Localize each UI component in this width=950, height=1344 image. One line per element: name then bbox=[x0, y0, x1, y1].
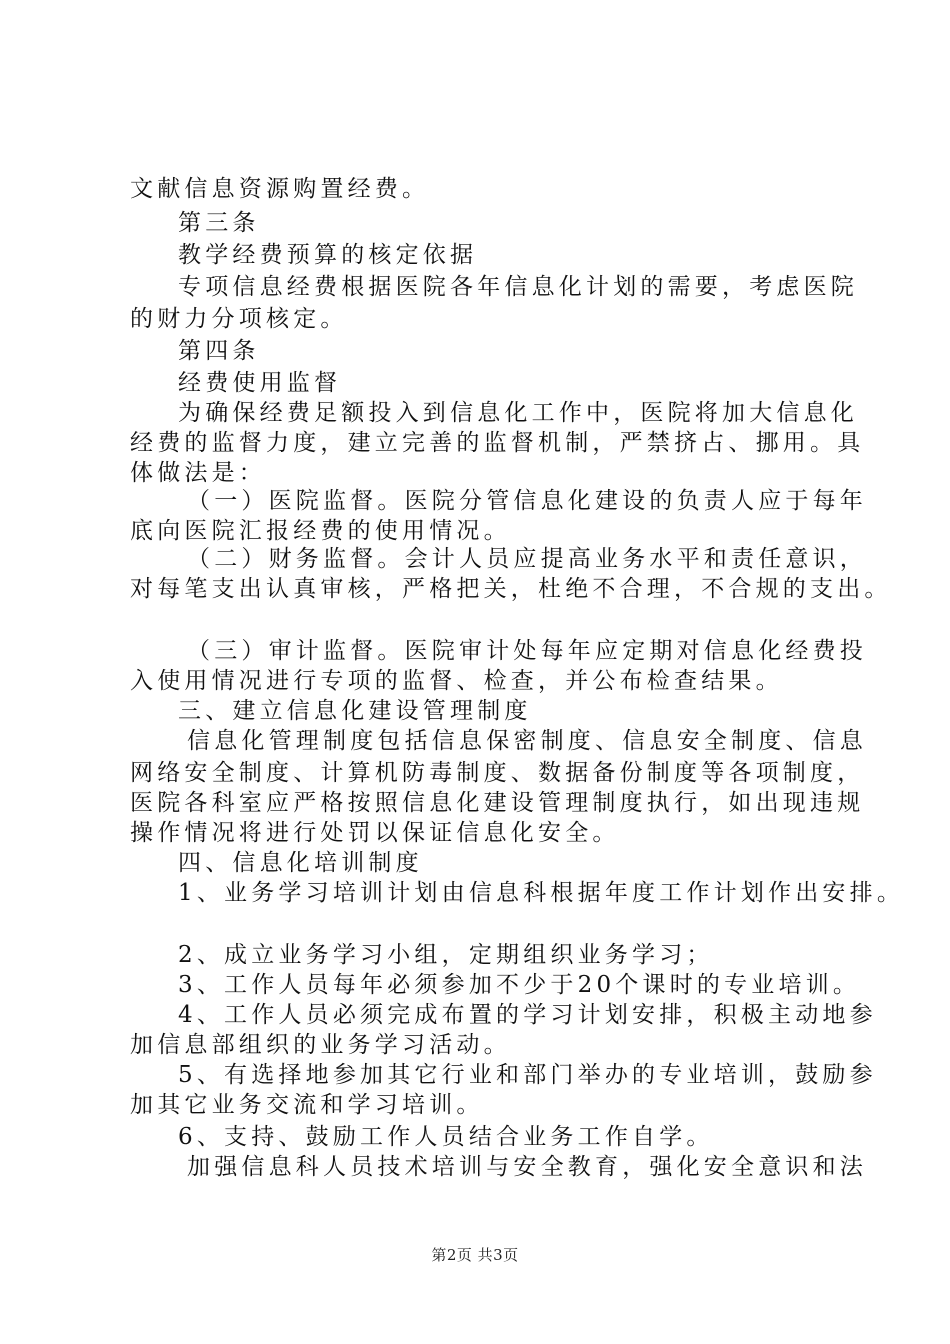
text-line: （一）医院监督。医院分管信息化建设的负责人应于每年 bbox=[187, 488, 867, 514]
page-number-footer: 第2页 共3页 bbox=[431, 1246, 519, 1264]
text-line: 底向医院汇报经费的使用情况。 bbox=[130, 518, 511, 544]
text-line: （二）财务监督。会计人员应提高业务水平和责任意识， bbox=[187, 546, 867, 572]
text-line: 体做法是： bbox=[130, 460, 266, 486]
text-line: 文献信息资源购置经费。 bbox=[130, 176, 430, 202]
text-line: 对每笔支出认真审核，严格把关，杜绝不合理，不合规的支出。 bbox=[130, 576, 892, 602]
text-line: 四、信息化培训制度 bbox=[178, 850, 423, 876]
text-line: 第三条 bbox=[178, 210, 260, 236]
text-line: 3、工作人员每年必须参加不少于20个课时的专业培训。 bbox=[178, 972, 861, 998]
text-line: 网络安全制度、计算机防毒制度、数据备份制度等各项制度， bbox=[130, 760, 865, 786]
text-line: 操作情况将进行处罚以保证信息化安全。 bbox=[130, 820, 620, 846]
text-line: 的财力分项核定。 bbox=[130, 306, 348, 332]
text-line: 5、有选择地参加其它行业和部门举办的专业培训，鼓励参 bbox=[178, 1062, 877, 1088]
text-line: 6、支持、鼓励工作人员结合业务工作自学。 bbox=[178, 1124, 714, 1150]
text-line: 三、建立信息化建设管理制度 bbox=[178, 698, 532, 724]
text-line: 加其它业务交流和学习培训。 bbox=[130, 1092, 484, 1118]
text-line: 加信息部组织的业务学习活动。 bbox=[130, 1032, 511, 1058]
text-line: 经费使用监督 bbox=[178, 370, 342, 396]
text-line: （三）审计监督。医院审计处每年应定期对信息化经费投 bbox=[187, 638, 867, 664]
text-line: 信息化管理制度包括信息保密制度、信息安全制度、信息 bbox=[187, 728, 867, 754]
text-line: 专项信息经费根据医院各年信息化计划的需要，考虑医院 bbox=[178, 274, 858, 300]
text-line: 1、业务学习培训计划由信息科根据年度工作计划作出安排。 bbox=[178, 880, 905, 906]
text-line: 教学经费预算的核定依据 bbox=[178, 242, 478, 268]
text-line: 为确保经费足额投入到信息化工作中，医院将加大信息化 bbox=[178, 400, 858, 426]
text-line: 2、成立业务学习小组，定期组织业务学习； bbox=[178, 942, 714, 968]
text-line: 经费的监督力度，建立完善的监督机制，严禁挤占、挪用。具 bbox=[130, 430, 865, 456]
text-line: 第四条 bbox=[178, 338, 260, 364]
text-line: 医院各科室应严格按照信息化建设管理制度执行，如出现违规 bbox=[130, 790, 865, 816]
text-line: 4、工作人员必须完成布置的学习计划安排，积极主动地参 bbox=[178, 1002, 877, 1028]
text-line: 加强信息科人员技术培训与安全教育，强化安全意识和法 bbox=[187, 1154, 867, 1180]
text-line: 入使用情况进行专项的监督、检查，并公布检查结果。 bbox=[130, 668, 783, 694]
